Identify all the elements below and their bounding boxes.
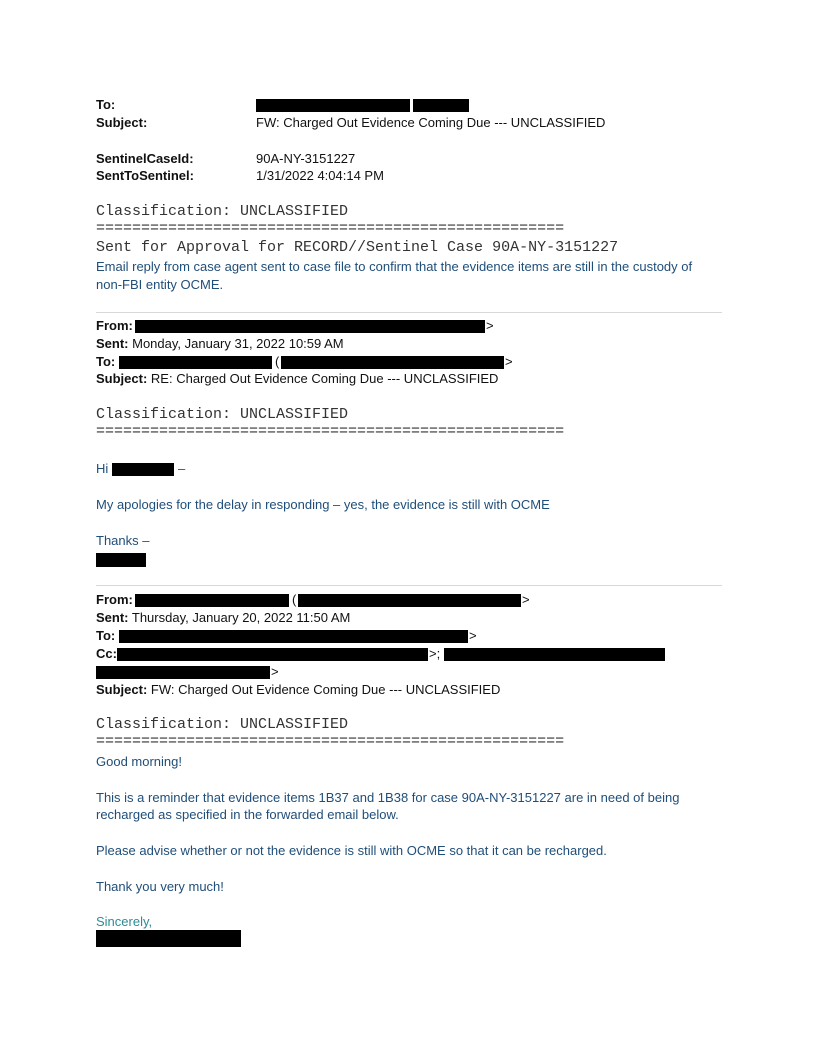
to-tail: > <box>469 628 477 643</box>
to-tail: > <box>505 354 513 369</box>
classification-banner: Classification: UNCLASSIFIED <box>96 406 349 423</box>
sent-value: Monday, January 31, 2022 10:59 AM <box>132 336 344 351</box>
redaction <box>413 99 469 112</box>
redaction <box>119 630 468 643</box>
classification-banner: Classification: UNCLASSIFIED <box>96 203 349 220</box>
redaction <box>444 648 665 661</box>
from-label: From: <box>96 592 133 607</box>
classification-rule: ==================================================== <box>96 733 565 750</box>
divider <box>96 585 722 586</box>
redaction <box>298 594 521 607</box>
msg2-from-line <box>96 592 133 608</box>
msg2-sincerely: Sincerely, <box>96 914 153 929</box>
msg2-body2: Please advise whether or not the evidence is still with OCME so that it can be recharged. <box>96 843 607 858</box>
classification-rule: ==================================================== <box>96 423 565 440</box>
msg2-body1-line2: recharged as specified in the forwarded email below. <box>96 807 399 822</box>
to-paren: ( <box>275 354 280 369</box>
note-line-1: Email reply from case agent sent to case file to confirm that the evidence items are still in the custody of <box>96 259 693 274</box>
msg1-from-line <box>96 318 133 334</box>
msg2-to-line <box>96 628 115 644</box>
msg2-body1-line1: This is a reminder that evidence items 1B37 and 1B38 for case 90A-NY-3151227 are in need of being <box>96 790 680 805</box>
redaction <box>96 666 270 679</box>
msg2-cc-line <box>96 646 117 662</box>
redaction <box>256 99 410 112</box>
greeting: Hi <box>96 461 109 476</box>
msg1-to-line <box>96 354 115 370</box>
to-label: To: <box>96 628 116 643</box>
signature-redaction <box>96 930 241 947</box>
sent-to-sentinel-value: 1/31/2022 4:04:14 PM <box>256 168 384 183</box>
redaction <box>117 648 428 661</box>
note-line-2: non-FBI entity OCME. <box>96 277 224 292</box>
redaction <box>281 356 504 369</box>
redaction <box>112 463 174 476</box>
from-tail: > <box>486 318 494 333</box>
redaction <box>135 320 485 333</box>
cc-separator: >; <box>429 646 441 661</box>
msg1-subject-line <box>96 371 498 387</box>
subject-label: Subject: <box>96 682 148 697</box>
sent-label: Sent: <box>96 610 129 625</box>
subject-value: FW: Charged Out Evidence Coming Due --- UNCLASSIFIED <box>150 682 501 697</box>
case-id-value: 90A-NY-3151227 <box>256 151 356 166</box>
from-tail: > <box>522 592 530 607</box>
cc-label: Cc: <box>96 646 117 661</box>
msg1-sent-line <box>96 336 344 352</box>
sent-to-sentinel-label: SentToSentinel: <box>96 168 194 183</box>
classification-rule: ==================================================== <box>96 220 565 237</box>
msg2-thanks: Thank you very much! <box>96 879 224 894</box>
msg2-subject-line <box>96 682 500 698</box>
from-label: From: <box>96 318 133 333</box>
subject-label: Subject: <box>96 115 148 130</box>
approval-line: Sent for Approval for RECORD//Sentinel Case 90A-NY-3151227 <box>96 239 619 256</box>
to-label: To: <box>96 354 116 369</box>
subject-value: RE: Charged Out Evidence Coming Due --- UNCLASSIFIED <box>150 371 499 386</box>
sent-label: Sent: <box>96 336 129 351</box>
msg2-greeting: Good morning! <box>96 754 182 769</box>
case-id-label: SentinelCaseId: <box>96 151 194 166</box>
sent-value: Thursday, January 20, 2022 11:50 AM <box>131 610 351 625</box>
classification-banner: Classification: UNCLASSIFIED <box>96 716 349 733</box>
redaction <box>119 356 272 369</box>
msg2-sent-line <box>96 610 350 626</box>
redaction <box>135 594 289 607</box>
greeting-dash: – <box>178 461 186 476</box>
cc-tail: > <box>271 664 279 679</box>
subject-label: Subject: <box>96 371 148 386</box>
msg1-thanks: Thanks – <box>96 533 150 548</box>
divider <box>96 312 722 313</box>
signature-redaction <box>96 553 146 567</box>
from-paren: ( <box>292 592 297 607</box>
msg1-body: My apologies for the delay in responding – yes, the evidence is still with OCME <box>96 497 550 512</box>
subject-value: FW: Charged Out Evidence Coming Due --- UNCLASSIFIED <box>256 115 606 130</box>
to-label: To: <box>96 97 116 112</box>
